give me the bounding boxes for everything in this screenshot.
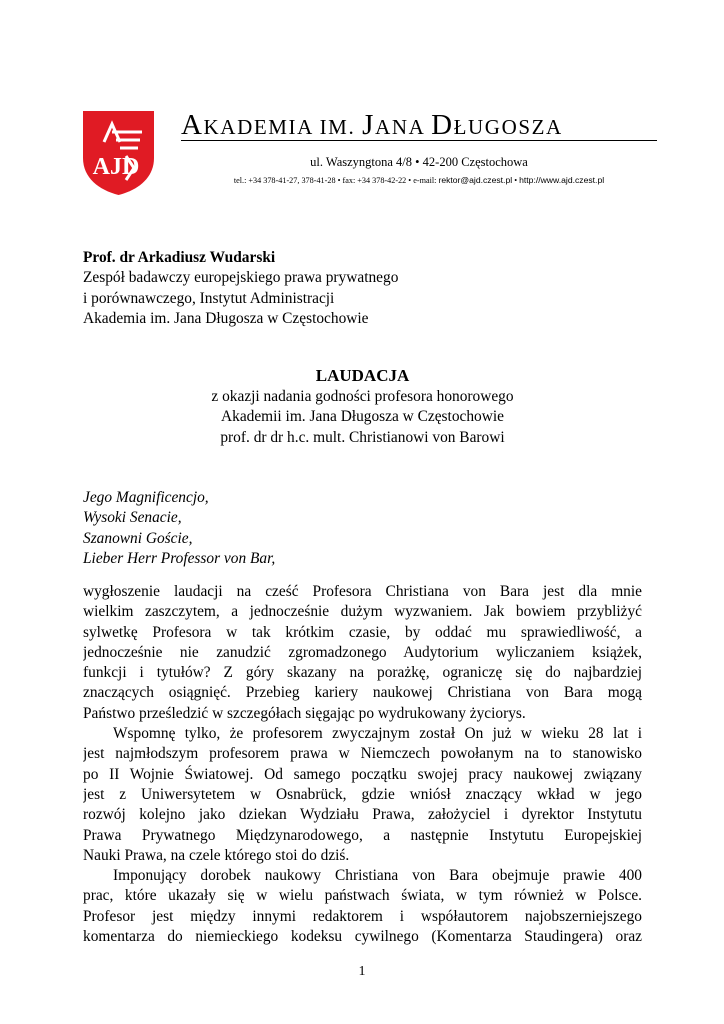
title-initial-d: D [431, 109, 454, 141]
greeting-line: Jego Magnificencjo, [83, 489, 209, 506]
paragraph-line: po II Wojnie Światowej. Od samego początku swojej pracy naukowej związany [83, 765, 642, 783]
header-divider [181, 140, 657, 141]
greeting-line: Lieber Herr Professor von Bar, [83, 549, 276, 567]
paragraph-line: komentarza do niemieckiego kodeksu cywilnego (Komentarza Staudingera) oraz [83, 928, 642, 946]
author-name: Prof. dr Arkadiusz Wudarski [83, 249, 276, 266]
greeting-line: Wysoki Senacie, [83, 509, 182, 527]
laudation-subtitle-2: Akademii im. Jana Długosza w Częstochowie [221, 408, 504, 426]
paragraph-line: Wspomnę tylko, że profesorem zwyczajnym został On już w wieku 28 lat i [113, 725, 642, 743]
paragraph-line: wygłoszenie laudacji na cześć Profesora Christiana von Bara jest dla mnie [83, 583, 642, 600]
paragraph-line: Państwo prześledzić w szczegółach sięgając po wydrukowany życiorys. [83, 704, 526, 722]
paragraph-line: funkcji i tytułów? Z góry skazany na porażkę, ograniczę się do najbardziej [83, 664, 642, 682]
paragraph-line: rozwój kolejno jako dziekan Wydziału Prawa, założyciel i dyrektor Instytutu [83, 806, 642, 824]
author-block [83, 248, 398, 329]
laudation-title: LAUDACJA [315, 366, 410, 385]
paragraph-line: Prawa Prywatnego Międzynarodowego, a następnie Instytutu Europejskiej [83, 826, 642, 844]
body-text [83, 582, 642, 947]
page-number: 1 [358, 964, 366, 979]
university-logo [82, 110, 155, 196]
university-shield-icon [82, 110, 155, 196]
author-affiliation-2: i porównawczego, Instytut Administracji [83, 289, 335, 307]
paragraph-line: jest najmłodszym profesorem prawa w Niemczech powołanym na to stanowisko [83, 745, 642, 763]
contacts-phone-fax: tel.: +34 378-41-27, 378-41-28 • fax: +34 378-42-22 • e-mail: [233, 176, 439, 185]
paragraph-line: wielkim zaszczytem, a jednocześnie dużym wyzwaniem. Jak bowiem przybliżyć [83, 603, 642, 621]
paragraph-line: Imponujący dorobek naukowy Christiana von Bara obejmuje prawie 400 [113, 867, 642, 885]
paragraph-line: jednocześnie nie zanudzić zgromadzonego Audytorium wyliczaniem książek, [83, 643, 642, 661]
paragraph-line: prac, które ukazały się w wielu państwach świata, w tym również w Polsce. [83, 887, 642, 905]
paragraph-line: Nauki Prawa, na czele którego stoi do dziś. [83, 846, 350, 864]
title-initial-j: J [362, 109, 376, 141]
contacts-separator: • [512, 176, 520, 185]
greeting-block [83, 488, 275, 569]
contact-email-link[interactable]: rektor@ajd.czest.pl [438, 175, 513, 185]
paragraph-line: sylwetkę Profesora w tak krótkim czasie, by oddać mu sprawiedliwość, a [83, 623, 642, 641]
title-word-1: KADEMIA IM. [203, 115, 356, 139]
logo-letters: AJD [92, 154, 140, 180]
laudation-heading [83, 365, 642, 448]
title-word-2: ANA [375, 115, 425, 139]
university-address: ul. Waszyngtona 4/8 • 42-200 Częstochowa [310, 155, 528, 169]
contact-website-link[interactable]: http://www.ajd.czest.pl [519, 175, 605, 185]
paragraph-line: Profesor jest między innymi redaktorem i współautorem najobszerniejszego [83, 907, 642, 925]
paragraph-line: znaczących osiągnięć. Przebieg kariery naukowej Christiana von Bara mogą [83, 684, 642, 702]
author-affiliation-3: Akademia im. Jana Długosza w Częstochowie [83, 309, 369, 327]
laudation-subtitle-1: z okazji nadania godności profesora honorowego [211, 388, 514, 405]
greeting-line: Szanowni Goście, [83, 529, 193, 547]
title-initial-a: A [181, 109, 204, 141]
title-word-3: ŁUGOSZA [453, 115, 563, 139]
university-contacts [181, 175, 657, 185]
paragraph-line: jest z Uniwersytetem w Osnabrück, gdzie wniósł znaczący wkład w jego [83, 785, 642, 803]
author-affiliation-1: Zespół badawczy europejskiego prawa prywatnego [83, 269, 399, 287]
university-name [181, 109, 563, 142]
laudation-subtitle-3: prof. dr dr h.c. mult. Christianowi von Barowi [220, 428, 505, 446]
